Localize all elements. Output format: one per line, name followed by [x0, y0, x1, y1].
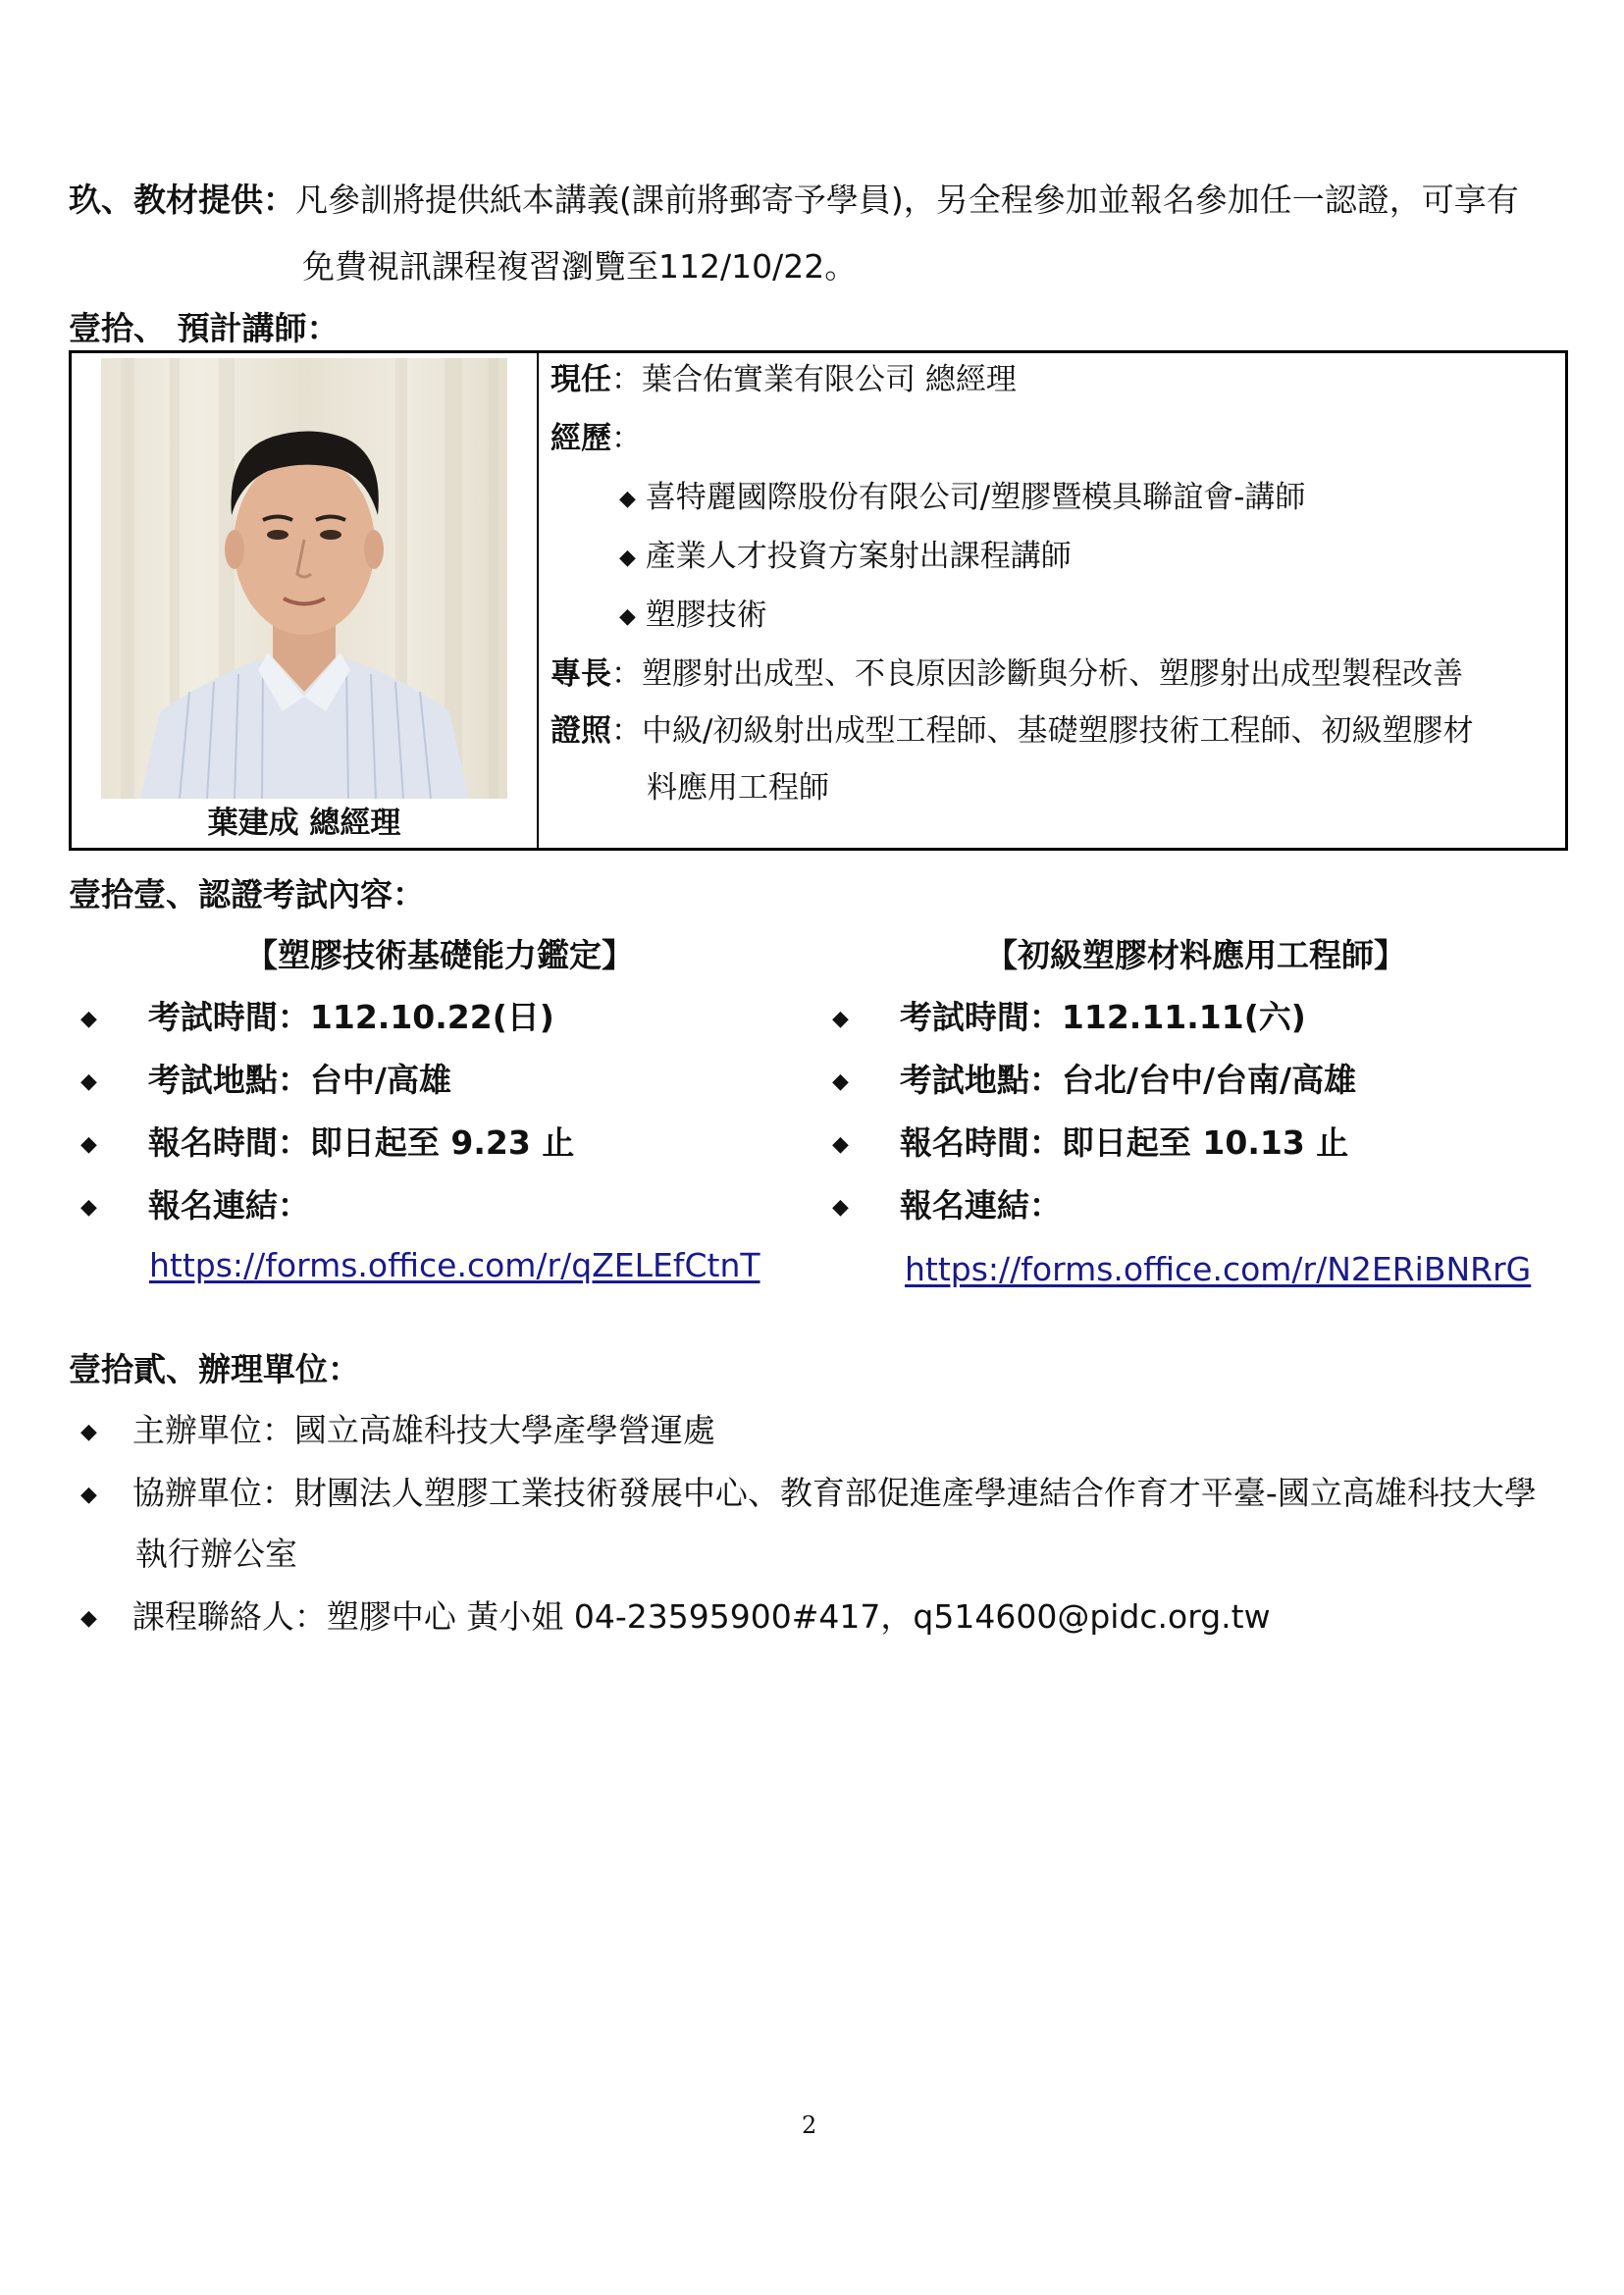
- organizer-item-continuation: 執行辦公室: [135, 1535, 297, 1573]
- experience-item: [619, 595, 767, 638]
- exam-right-item-text: 考試時間：112.11.11(六): [899, 998, 1306, 1036]
- experience-item-text: 塑膠技術: [645, 598, 767, 633]
- diamond-bullet-icon: ◆: [80, 1419, 97, 1444]
- instructor-table: [69, 350, 1568, 851]
- section-11-heading: 壹拾壹、認證考試內容：: [69, 875, 425, 913]
- exam-left-item: [80, 1059, 451, 1104]
- organizer-item: [80, 1472, 1537, 1517]
- exam-right-item-text: 報名時間：即日起至 10.13 止: [899, 1123, 1349, 1162]
- exam-left-item-text: 報名連結：: [147, 1186, 310, 1225]
- exam-left-title: 【塑膠技術基礎能力鑑定】: [245, 936, 634, 974]
- experience-item: [619, 536, 1072, 579]
- organizer-item-text: 主辦單位：國立高雄科技大學產學營運處: [131, 1411, 715, 1449]
- section-12-heading: 壹拾貳、辦理單位：: [69, 1350, 360, 1388]
- license: [550, 710, 1473, 752]
- diamond-bullet-icon: ◆: [832, 1131, 849, 1157]
- exam-right-item-text: 報名連結：: [899, 1186, 1062, 1225]
- diamond-bullet-icon: ◆: [832, 1006, 849, 1031]
- diamond-bullet-icon: ◆: [80, 1131, 97, 1157]
- license-label: 證照: [550, 713, 611, 749]
- current-value: ：葉合佑實業有限公司 總經理: [611, 362, 1017, 397]
- exam-right-item: [832, 1121, 1348, 1167]
- specialty: [550, 653, 1463, 695]
- experience-item-text: 產業人才投資方案射出課程講師: [645, 539, 1072, 574]
- exam-left-item: [80, 1121, 574, 1167]
- exam-right-title: 【初級塑膠材料應用工程師】: [985, 936, 1406, 974]
- exam-right-registration-link[interactable]: https://forms.office.com/r/N2ERiBNRrG: [905, 1250, 1532, 1288]
- diamond-bullet-icon: ◆: [619, 603, 636, 629]
- diamond-bullet-icon: ◆: [832, 1069, 849, 1094]
- exam-right-item-text: 考試地點：台北/台中/台南/高雄: [899, 1061, 1357, 1099]
- section-9: [69, 179, 1519, 222]
- section-9-text-line2: 免費視訊課程複習瀏覽至112/10/22。: [302, 247, 858, 286]
- current-position: [550, 359, 1017, 400]
- exam-left-item-text: 考試時間：112.10.22(日): [147, 998, 554, 1036]
- exam-left-item-text: 考試地點：台中/高雄: [147, 1061, 451, 1099]
- instructor-name-caption: 葉建成 總經理: [207, 806, 401, 841]
- current-label: 現任: [550, 362, 611, 397]
- diamond-bullet-icon: ◆: [80, 1006, 97, 1031]
- diamond-bullet-icon: ◆: [619, 545, 636, 570]
- table-divider: [537, 353, 539, 848]
- diamond-bullet-icon: ◆: [619, 486, 636, 511]
- experience-item-text: 喜特麗國際股份有限公司/塑膠暨模具聯誼會-講師: [645, 480, 1306, 515]
- diamond-bullet-icon: ◆: [832, 1194, 849, 1220]
- experience-colon: ：: [611, 421, 642, 456]
- section-10-heading: 壹拾、 預計講師：: [69, 309, 340, 347]
- license-value-line2: 料應用工程師: [647, 770, 829, 806]
- diamond-bullet-icon: ◆: [80, 1605, 97, 1631]
- contact-text: 課程聯絡人：塑膠中心 黃小姐 04-23595900#417，q514600@pidc.org.tw: [131, 1597, 1271, 1636]
- experience-heading: [550, 418, 642, 459]
- license-value-line1: ：中級/初級射出成型工程師、基礎塑膠技術工程師、初級塑膠材: [611, 713, 1474, 749]
- section-9-heading: 玖、教材提供：: [69, 181, 295, 219]
- section-9-text-line1: 凡參訓將提供紙本講義(課前將郵寄予學員)，另全程參加並報名參加任一認證，可享有: [295, 181, 1519, 219]
- exam-right-item: [832, 1184, 1062, 1229]
- organizer-item-text: 協辦單位：財團法人塑膠工業技術發展中心、教育部促進產學連結合作育才平臺-國立高雄科技大學: [131, 1474, 1537, 1512]
- page-number: 2: [802, 2112, 817, 2139]
- exam-left-item-text: 報名時間：即日起至 9.23 止: [147, 1123, 575, 1162]
- experience-label: 經歷: [550, 421, 611, 456]
- organizer-item: [80, 1409, 715, 1454]
- specialty-value: ：塑膠射出成型、不良原因診斷與分析、塑膠射出成型製程改善: [611, 656, 1463, 692]
- exam-left-item: [80, 996, 554, 1041]
- diamond-bullet-icon: ◆: [80, 1482, 97, 1507]
- diamond-bullet-icon: ◆: [80, 1194, 97, 1220]
- diamond-bullet-icon: ◆: [80, 1069, 97, 1094]
- exam-left-registration-link[interactable]: https://forms.office.com/r/qZELEfCtnT: [149, 1246, 760, 1284]
- exam-right-item: [832, 1059, 1356, 1104]
- instructor-photo: [101, 358, 507, 799]
- exam-left-item: [80, 1184, 310, 1229]
- experience-item: [619, 477, 1305, 520]
- specialty-label: 專長: [550, 656, 611, 692]
- organizer-item: [80, 1595, 1271, 1641]
- exam-right-item: [832, 996, 1306, 1041]
